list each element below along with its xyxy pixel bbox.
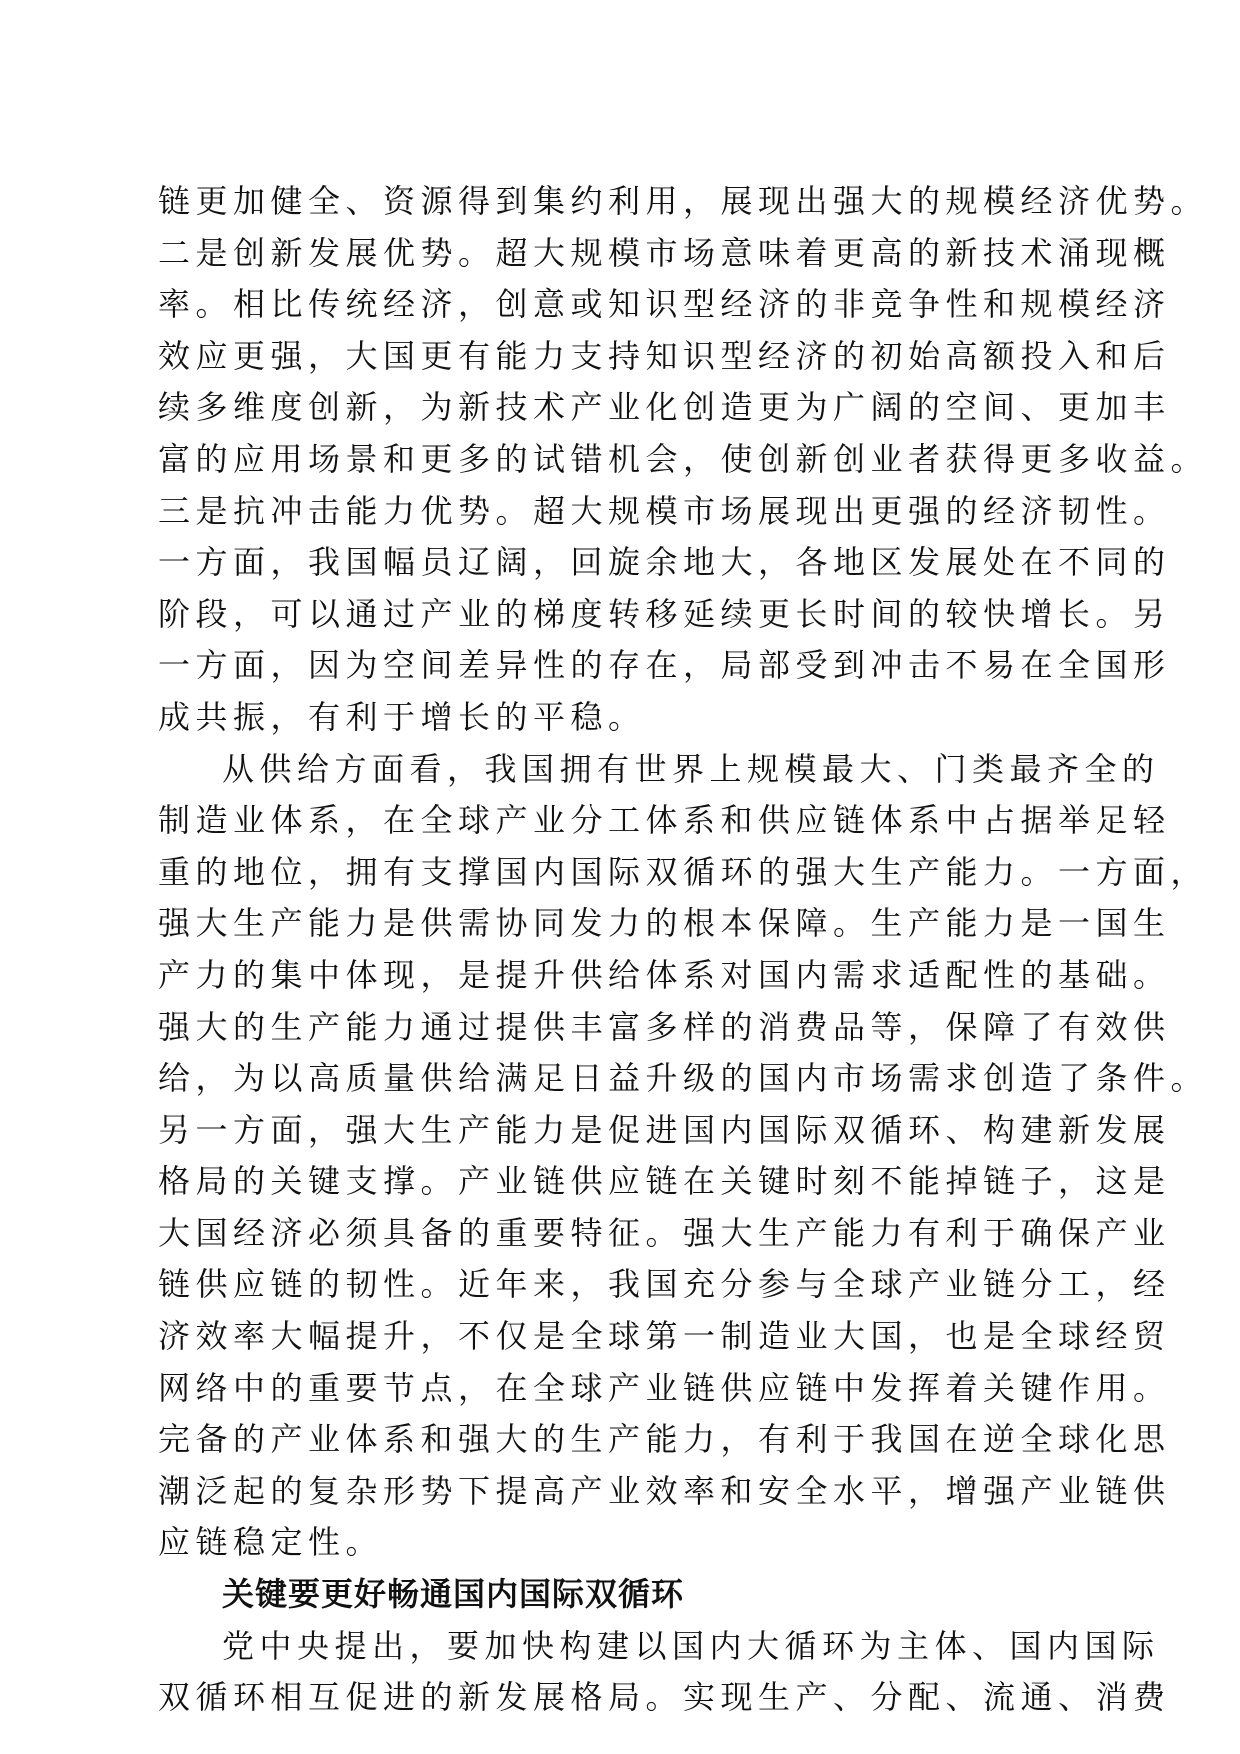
text-line: 重的地位，拥有支撑国内国际双循环的强大生产能力。一方面， <box>158 852 1209 891</box>
text-line: 效应更强，大国更有能力支持知识型经济的初始高额投入和后 <box>158 336 1171 375</box>
text-line: 一方面，我国幅员辽阔，回旋余地大，各地区发展处在不同的 <box>158 543 1171 582</box>
text-line: 富的应用场景和更多的试错机会，使创新创业者获得更多收益。 <box>158 439 1209 478</box>
text-line: 另一方面，强大生产能力是促进国内国际双循环、构建新发展 <box>158 1110 1171 1149</box>
text-line: 一方面，因为空间差异性的存在，局部受到冲击不易在全国形 <box>158 646 1171 685</box>
text-line: 应链稳定性。 <box>158 1523 384 1562</box>
text-line: 强大的生产能力通过提供丰富多样的消费品等，保障了有效供 <box>158 1007 1171 1046</box>
text-line: 网络中的重要节点，在全球产业链供应链中发挥着关键作用。 <box>158 1368 1171 1407</box>
text-line: 完备的产业体系和强大的生产能力，有利于我国在逆全球化思 <box>158 1420 1171 1459</box>
paragraph-start-line: 党中央提出，要加快构建以国内大循环为主体、国内国际 <box>222 1626 1160 1665</box>
text-line: 链更加健全、资源得到集约利用，展现出强大的规模经济优势。 <box>158 182 1209 220</box>
text-line: 强大生产能力是供需协同发力的根本保障。生产能力是一国生 <box>158 904 1171 943</box>
text-line: 给，为以高质量供给满足日益升级的国内市场需求创造了条件。 <box>158 1059 1209 1098</box>
text-line: 双循环相互促进的新发展格局。实现生产、分配、流通、消费 <box>158 1678 1171 1717</box>
text-line: 续多维度创新，为新技术产业化创造更为广阔的空间、更加丰 <box>158 388 1171 427</box>
text-line: 济效率大幅提升，不仅是全球第一制造业大国，也是全球经贸 <box>158 1317 1171 1356</box>
paragraph-start-line: 从供给方面看，我国拥有世界上规模最大、门类最齐全的 <box>222 749 1160 788</box>
text-line: 链供应链的韧性。近年来，我国充分参与全球产业链分工，经 <box>158 1265 1171 1304</box>
text-line: 产力的集中体现，是提升供给体系对国内需求适配性的基础。 <box>158 955 1171 994</box>
section-heading: 关键要更好畅通国内国际双循环 <box>222 1575 685 1614</box>
text-line: 率。相比传统经济，创意或知识型经济的非竞争性和规模经济 <box>158 285 1171 324</box>
text-line: 大国经济必须具备的重要特征。强大生产能力有利于确保产业 <box>158 1213 1171 1252</box>
text-line: 格局的关键支撑。产业链供应链在关键时刻不能掉链子，这是 <box>158 1162 1171 1201</box>
text-line: 二是创新发展优势。超大规模市场意味着更高的新技术涌现概 <box>158 233 1171 272</box>
text-line: 制造业体系，在全球产业分工体系和供应链体系中占据举足轻 <box>158 801 1171 840</box>
text-line: 成共振，有利于增长的平稳。 <box>158 697 646 736</box>
body-text <box>158 176 1209 1724</box>
text-line: 阶段，可以通过产业的梯度转移延续更长时间的较快增长。另 <box>158 594 1171 633</box>
text-line: 潮泛起的复杂形势下提高产业效率和安全水平，增强产业链供 <box>158 1471 1171 1510</box>
text-line: 三是抗冲击能力优势。超大规模市场展现出更强的经济韧性。 <box>158 491 1171 530</box>
